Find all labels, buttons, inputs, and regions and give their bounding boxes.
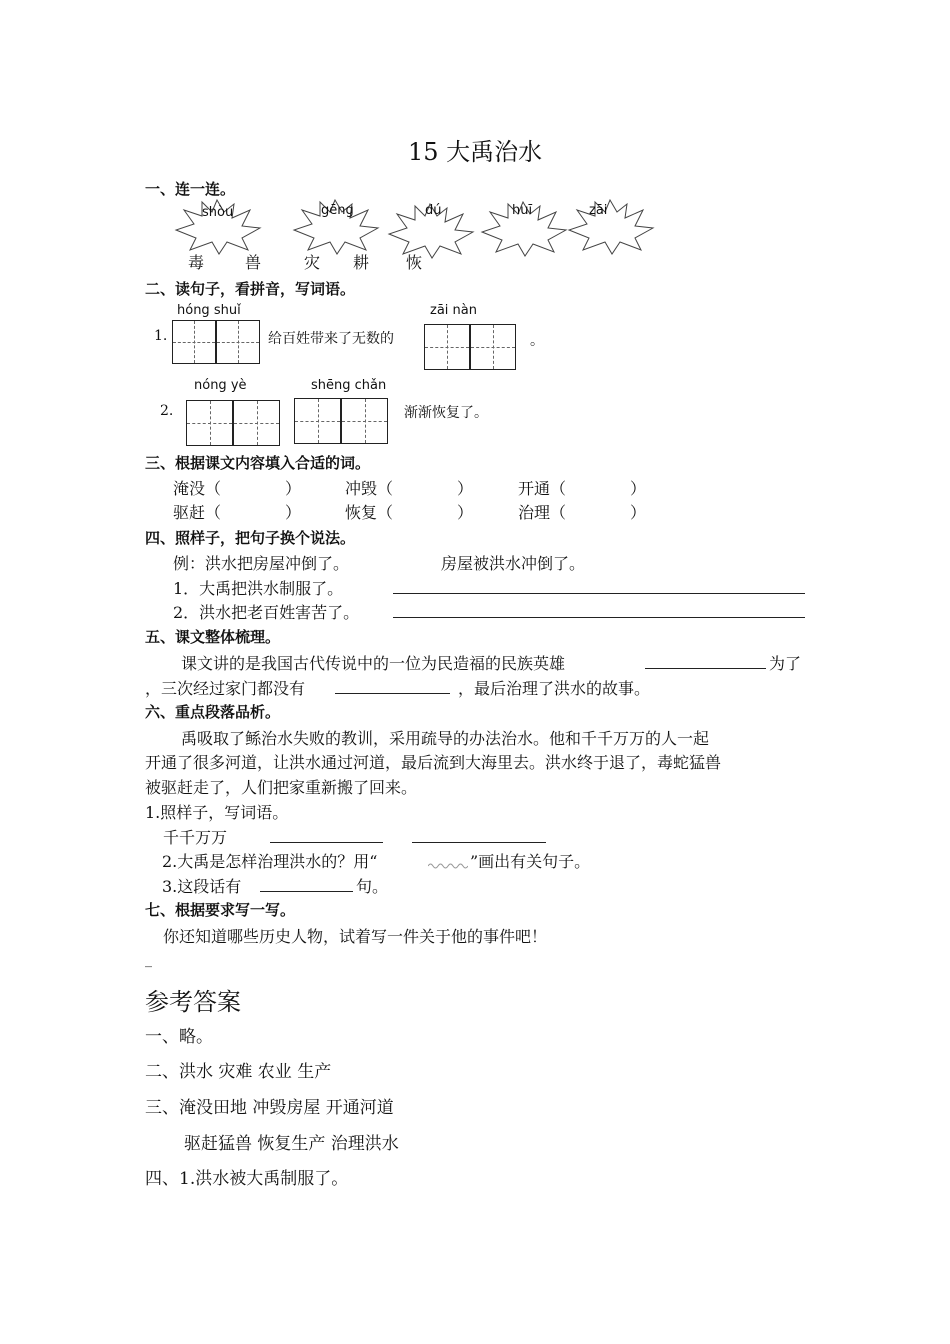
item-number: 2.	[160, 403, 174, 419]
writing-cell[interactable]	[341, 398, 388, 444]
question-text: 句。	[356, 877, 389, 896]
exercise-item: 1．大禹把洪水制服了。	[173, 579, 344, 598]
char-item: 毒	[188, 253, 205, 272]
leaf-pinyin: gēng	[321, 203, 354, 218]
leaf-pinyin: shòu	[202, 205, 234, 220]
fill-blank-item[interactable]: 冲毁（ ）	[345, 479, 474, 498]
answers-title: 参考答案	[145, 988, 241, 1016]
answer-line-text: 三、淹没田地 冲毁房屋 开通河道	[145, 1098, 394, 1118]
fill-blank-item[interactable]: 恢复（ ）	[345, 503, 474, 522]
char-item: 耕	[353, 253, 370, 272]
section-3-heading: 三、根据课文内容填入合适的词。	[145, 454, 371, 472]
pinyin-shengchan: shēng chǎn	[311, 378, 387, 393]
fill-blank-item[interactable]: 治理（ ）	[518, 503, 647, 522]
question-text: 2.大禹是怎样治理洪水的？用“	[162, 852, 378, 871]
writing-cell[interactable]	[470, 324, 516, 370]
fill-blank-item[interactable]: 淹没（ ）	[173, 479, 302, 498]
section-5-heading: 五、课文整体梳理。	[145, 628, 281, 646]
writing-prompt: 你还知道哪些历史人物，试着写一件关于他的事件吧！	[163, 927, 548, 946]
section-4-heading: 四、照样子，把句子换个说法。	[145, 529, 356, 547]
passage-line: 禹吸取了鲧治水失败的教训，采用疏导的办法治水。他和千千万万的人一起	[181, 729, 710, 748]
writing-cell[interactable]	[424, 324, 470, 370]
sentence-end: 。	[530, 333, 544, 349]
maple-leaf-icon	[565, 196, 655, 256]
answer-line[interactable]	[270, 842, 383, 843]
char-item: 恢	[406, 253, 423, 272]
page-title: 15 大禹治水	[408, 138, 543, 166]
pinyin-hongshui: hóng shuǐ	[177, 303, 241, 318]
section-7-heading: 七、根据要求写一写。	[145, 901, 296, 919]
fill-blank-item[interactable]: 驱赶（ ）	[173, 503, 302, 522]
passage-line: 开通了很多河道，让洪水通过河道，最后流到大海里去。洪水终于退了，毒蛇猛兽	[145, 753, 722, 772]
summary-text: ，三次经过家门都没有	[145, 679, 306, 698]
writing-cell[interactable]	[216, 320, 260, 364]
char-item: 灾	[304, 253, 321, 272]
leaf-pinyin: zāi	[589, 203, 608, 218]
section-6-heading: 六、重点段落品析。	[145, 703, 281, 721]
answer-line[interactable]	[412, 842, 546, 843]
section-2-heading: 二、读句子，看拼音，写词语。	[145, 280, 356, 298]
stray-mark: _	[145, 952, 152, 968]
example-word: 千千万万	[163, 828, 228, 847]
answer-line[interactable]	[393, 617, 805, 618]
answer-line[interactable]	[335, 693, 450, 694]
answer-line[interactable]	[645, 668, 766, 669]
summary-text: ，最后治理了洪水的故事。	[458, 679, 651, 698]
char-item: 兽	[245, 253, 262, 272]
leaf-pinyin: dú	[425, 203, 442, 218]
tianzige-grid[interactable]	[172, 320, 260, 364]
example-sentence: 例：洪水把房屋冲倒了。	[173, 554, 350, 573]
summary-text: 课文讲的是我国古代传说中的一位为民造福的民族英雄	[181, 654, 566, 673]
exercise-item: 2．洪水把老百姓害苦了。	[173, 603, 360, 622]
tianzige-grid[interactable]	[424, 324, 516, 370]
answer-line[interactable]	[393, 593, 805, 594]
writing-cell[interactable]	[233, 400, 280, 446]
tianzige-grid[interactable]	[186, 400, 280, 446]
answer-line-text: 一、略。	[145, 1027, 213, 1047]
leaf-pinyin: huī	[512, 203, 533, 218]
question-text: ”画出有关句子。	[470, 852, 591, 871]
sentence-text: 渐渐恢复了。	[404, 405, 488, 421]
question-text: 1.照样子，写词语。	[145, 803, 289, 822]
item-number: 1.	[154, 328, 168, 344]
writing-cell[interactable]	[172, 320, 216, 364]
section-1-heading: 一、连一连。	[145, 180, 236, 198]
answer-line-text: 驱赶猛兽 恢复生产 治理洪水	[184, 1134, 399, 1154]
pinyin-nongye: nóng yè	[194, 378, 247, 393]
sentence-text: 给百姓带来了无数的	[268, 331, 394, 347]
writing-cell[interactable]	[186, 400, 233, 446]
tianzige-grid[interactable]	[294, 398, 388, 444]
fill-blank-item[interactable]: 开通（ ）	[518, 479, 647, 498]
passage-line: 被驱赶走了，人们把家重新搬了回来。	[145, 778, 418, 797]
wavy-line-icon	[428, 862, 468, 870]
pinyin-zainan: zāi nàn	[430, 303, 477, 318]
writing-cell[interactable]	[294, 398, 341, 444]
answer-line-text: 四、1.洪水被大禹制服了。	[145, 1169, 349, 1189]
question-text: 3.这段话有	[162, 877, 242, 896]
example-answer: 房屋被洪水冲倒了。	[441, 554, 586, 573]
answer-line-text: 二、洪水 灾难 农业 生产	[145, 1062, 332, 1082]
summary-text: 为了	[769, 654, 802, 673]
answer-line[interactable]	[260, 891, 353, 892]
